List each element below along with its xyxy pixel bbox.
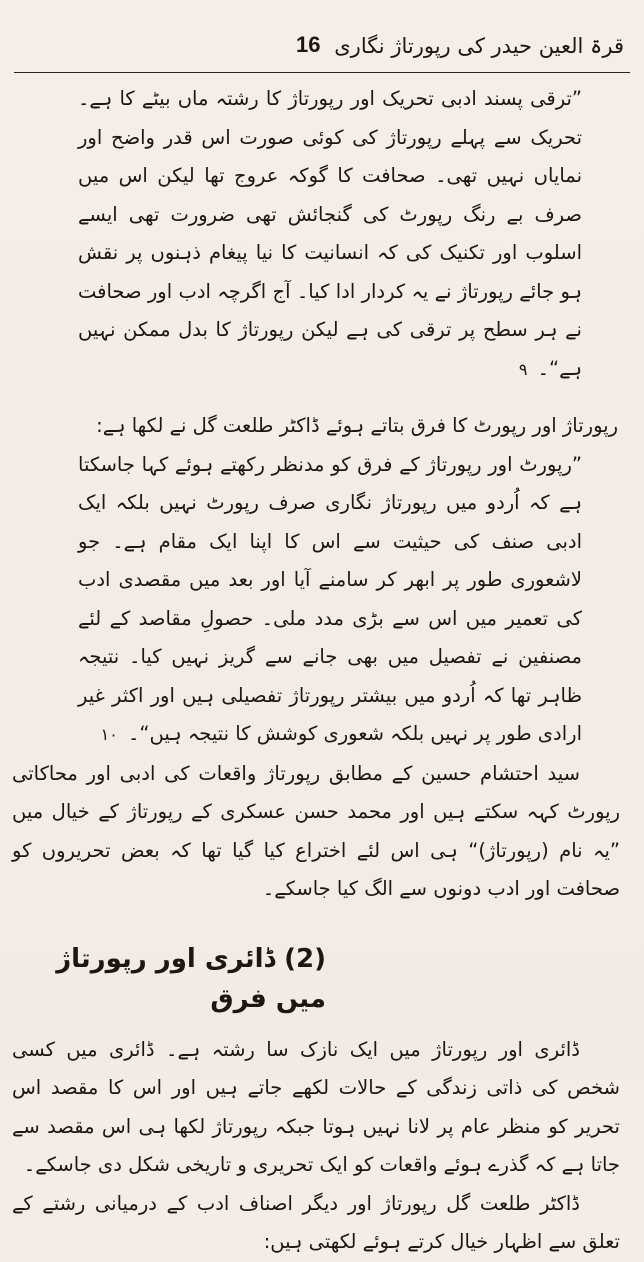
page-header bbox=[14, 30, 630, 74]
block-quote-1 bbox=[0, 80, 644, 389]
quote-1-text: ”ترقی پسند ادبی تحریک اور رپورتاژ کا رشتہ ماں بیٹے کا ہے۔ تحریک سے پہلے رپورتاژ کی کوئی صورت اس قدر واضح اور نمایاں نہیں تھی۔ صحافت کا گوکہ عروج تھا لیکن اس میں صرف بے رنگ رپورٹ کی گنجائش تھی ضرورت تھی ایسے اسلوب اور تکنیک کی کہ انسانیت کا نیا پیغام ذہنوں پر نقش ہو جائے رپورتاژ نے یہ کردار ادا کیا۔ آج اگرچہ ادب اور صحافت نے ہر سطح پر ترقی کی ہے لیکن رپورتاژ کا بدل ممکن نہیں ہے“۔ bbox=[78, 87, 582, 380]
page-body bbox=[0, 80, 644, 1262]
footnote-ref-10: ۱۰ bbox=[100, 725, 118, 744]
running-header-title: قرۃ العین حیدر کی رپورتاژ نگاری bbox=[334, 34, 624, 58]
body-paragraph-4: ڈائری اور رپورتاژ میں ایک نازک سا رشتہ ہے۔ ڈائری میں کسی شخص کی ذاتی زندگی کے حالات لکھے جاتے ہیں اور اس کا مقصد اس تحریر کو منظر عام پر لانا نہیں ہوتا جبکہ رپورتاژ لکھا ہی اس مقصد سے جاتا ہے کہ گذرے ہوئے واقعات کو ایک تحریری و تاریخی شکل دی جاسکے۔ bbox=[12, 1037, 620, 1176]
intro-paragraph-2: رپورتاژ اور رپورٹ کا فرق بتاتے ہوئے ڈاکٹر طلعت گل نے لکھا ہے: bbox=[96, 414, 618, 437]
page-number: 16 bbox=[296, 32, 321, 57]
body-paragraph-3: سید احتشام حسین کے مطابق رپورتاژ واقعات کی ادبی اور محاکاتی رپورٹ کہہ سکتے ہیں اور محمد حسن عسکری کے رپورتاژ کے خیال میں ”یہ نام (رپورتاژ)“ ہی اس لئے اختراع کیا گیا تھا کہ بعض تحریروں کو صحافت اور ادب دونوں سے الگ کیا جاسکے۔ bbox=[12, 761, 620, 900]
header-divider bbox=[14, 72, 630, 73]
footnote-ref-9: ۹ bbox=[518, 359, 528, 379]
body-paragraph-5: ڈاکٹر طلعت گل رپورتاژ اور دیگر اصناف ادب کے درمیانی رشتے کے تعلق سے اظہار خیال کرتے ہوئے لکھتی ہیں: bbox=[12, 1191, 620, 1253]
quote-2-text: ”رپورٹ اور رپورتاژ کے فرق کو مدنظر رکھتے ہوئے کہا جاسکتا ہے کہ اُردو میں رپورتاژ نگاری صرف رپورٹ نہیں بلکہ ایک ادبی صنف کی حیثیت سے اس کا اپنا ایک مقام ہے۔ جو لاشعوری طور پر ابھر کر سامنے آیا اور بعد میں مقصدی ادب کی تعمیر میں اس سے بڑی مدد ملی۔ حصولِ مقاصد کے لئے مصنفین نے تفصیل میں بھی جانے سے گریز نہیں کیا۔ نتیجہ ظاہر تھا کہ اُردو میں بیشتر رپورتاژ تفصیلی ہیں اور اکثر غیر ارادی طور پر نہیں بلکہ شعوری کوشش کا نتیجہ ہیں“۔ bbox=[78, 452, 582, 745]
section-heading: (2) ڈائری اور رپورتاژ میں فرق bbox=[56, 943, 326, 1014]
block-quote-2 bbox=[0, 446, 644, 755]
